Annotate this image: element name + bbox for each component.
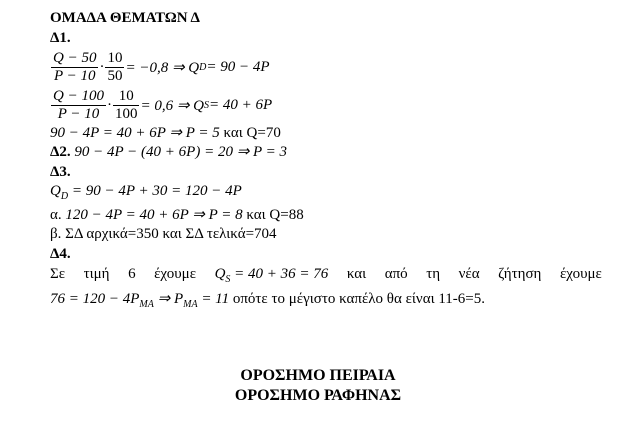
page-title: ΟΜΑΔΑ ΘΕΜΑΤΩΝ Δ [50, 10, 200, 26]
section-d4-label: Δ4. [50, 246, 71, 262]
section-d3-label: Δ3. [50, 164, 71, 180]
d1-equation-1: $\frac{Q - 50}{P - 10}$ · $\frac{10}{50}$ = −0,8 ⇒ Q D = 90 − 4P [53, 49, 270, 84]
d1-equation-2: $\frac{Q - 100}{P - 10}$ · $\frac{10}{100}$ = 0,6 ⇒ Q S = 40 + 6P [53, 87, 273, 122]
footer-line-1: ΟΡΟΣΗΜΟ ΠΕΙΡΑΙΑ [240, 367, 396, 384]
section-d2-label: Δ2. [50, 144, 71, 160]
d4-supply-equation: $Q_S = 40 + 36 = 76$ [214, 266, 329, 285]
d3-equation-1: $Q_D = 90 - 4P + 30 = 120 - 4P$ [50, 183, 242, 202]
d1-equation-3: 90 − 4P = 40 + 6P ⇒ P = 5 και Q=70 [50, 125, 281, 141]
d4-line-2: $76 = 120 - 4P_{MA}$ ⇒ $P_{MA} = 11$ οπότε το μέγιστο καπέλο θα είναι 11-6=5. [50, 291, 486, 310]
d1-eq1-fraction-1: $\frac{Q - 50}{P - 10}$ [53, 49, 97, 84]
d3-part-b: β. ΣΔ αρχικά=350 και ΣΔ τελικά=704 [50, 226, 277, 242]
d1-eq2-fraction-2: $\frac{10}{100}$ [114, 87, 138, 122]
d3-part-a: α. 120 − 4P = 40 + 6P ⇒ P = 8 και Q=88 [50, 207, 304, 223]
d1-eq2-fraction-1: $\frac{Q - 100}{P - 10}$ [53, 87, 104, 122]
document-body [50, 8, 610, 314]
d2-line: Δ2. 90 − 4P − (40 + 6P) = 20 ⇒ P = 3 [50, 144, 288, 160]
d4-line-1: Σε τιμή 6 έχουμε $Q_S = 40 + 36 = 76$ και από τη νέα ζήτηση έχουμε [50, 264, 602, 290]
d1-eq1-fraction-2: $\frac{10}{50}$ [107, 49, 123, 84]
section-d1-label: Δ1. [50, 30, 71, 46]
footer-line-2: ΟΡΟΣΗΜΟ ΡΑΦΗΝΑΣ [234, 387, 402, 404]
